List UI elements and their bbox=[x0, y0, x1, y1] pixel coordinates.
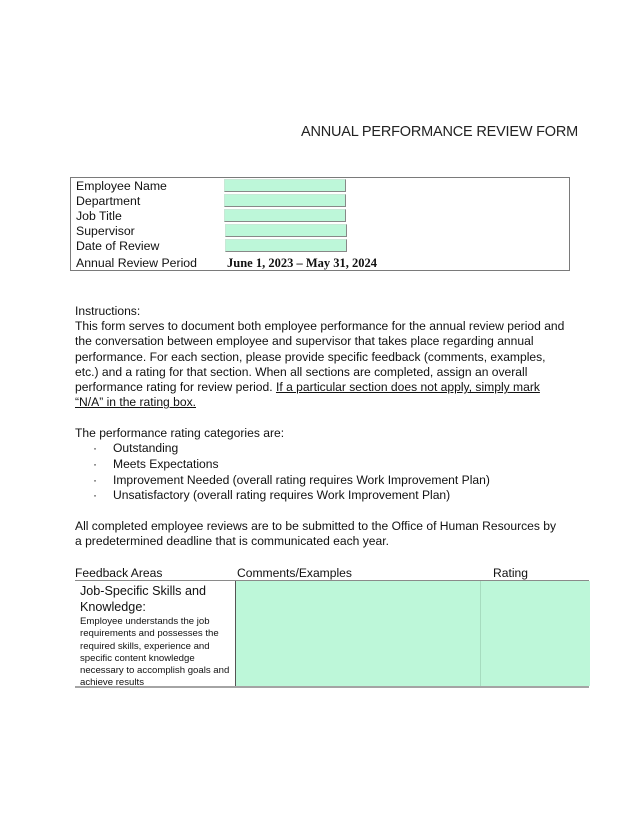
instructions-text: This form serves to document both employee performance for the annual review period and the conversation between employee and supervisor that takes place regarding annual performance. For each section, please provide specific feedback (comments, examples, etc.) and a rating for that section. When all sections are completed, assign an overall performance rating for review period. bbox=[75, 319, 565, 395]
feedback-table bbox=[75, 580, 589, 688]
review-period-label: Annual Review Period bbox=[76, 256, 197, 270]
rating-category-label: Outstanding bbox=[113, 441, 179, 455]
rating-category-label: Unsatisfactory (overall rating requires Work Improvement Plan) bbox=[113, 488, 451, 503]
department-label: Department bbox=[76, 194, 141, 208]
feedback-area-title: Job-Specific Skills and Knowledge: bbox=[80, 584, 206, 614]
rating-header: Rating bbox=[493, 566, 528, 580]
instructions-na-note: If a particular section does not apply, simply mark “N/A” in the rating box. bbox=[75, 380, 540, 410]
rating-categories-intro: The performance rating categories are: bbox=[75, 426, 285, 440]
rating-category-label: Meets Expectations bbox=[113, 456, 219, 471]
feedback-area-cell bbox=[80, 583, 235, 690]
job-title-field[interactable] bbox=[224, 209, 346, 222]
comments-field[interactable] bbox=[235, 581, 481, 686]
supervisor-label: Supervisor bbox=[76, 224, 135, 238]
employee-name-label: Employee Name bbox=[76, 179, 167, 193]
department-field[interactable] bbox=[224, 194, 346, 207]
instructions-heading: Instructions: bbox=[75, 304, 141, 318]
rating-category-label: Improvement Needed (overall rating requires Work Improvement Plan) bbox=[113, 472, 490, 487]
form-title: ANNUAL PERFORMANCE REVIEW FORM bbox=[301, 124, 579, 140]
bullet-icon: · bbox=[93, 441, 98, 455]
bullet-icon: · bbox=[93, 456, 98, 471]
employee-name-field[interactable] bbox=[224, 179, 346, 192]
employee-info-box bbox=[70, 177, 570, 271]
instructions-body bbox=[75, 319, 565, 411]
job-title-label: Job Title bbox=[76, 209, 122, 223]
supervisor-field[interactable] bbox=[225, 224, 347, 237]
review-period-value: June 1, 2023 – May 31, 2024 bbox=[227, 256, 377, 270]
date-of-review-field[interactable] bbox=[225, 239, 347, 252]
rating-field[interactable] bbox=[480, 581, 590, 686]
bullet-icon: · bbox=[93, 472, 98, 487]
submission-note: All completed employee reviews are to be submitted to the Office of Human Resources by a predetermined deadline that is communicated each year. bbox=[75, 519, 557, 549]
feedback-areas-header: Feedback Areas bbox=[75, 566, 163, 580]
comments-header: Comments/Examples bbox=[237, 566, 352, 580]
feedback-area-description: Employee understands the job requirements and possesses the required skills, experience and specific content knowledge necessary to accomplish goals and achieve results bbox=[80, 616, 230, 689]
date-of-review-label: Date of Review bbox=[76, 239, 160, 253]
bullet-icon: · bbox=[93, 488, 98, 503]
